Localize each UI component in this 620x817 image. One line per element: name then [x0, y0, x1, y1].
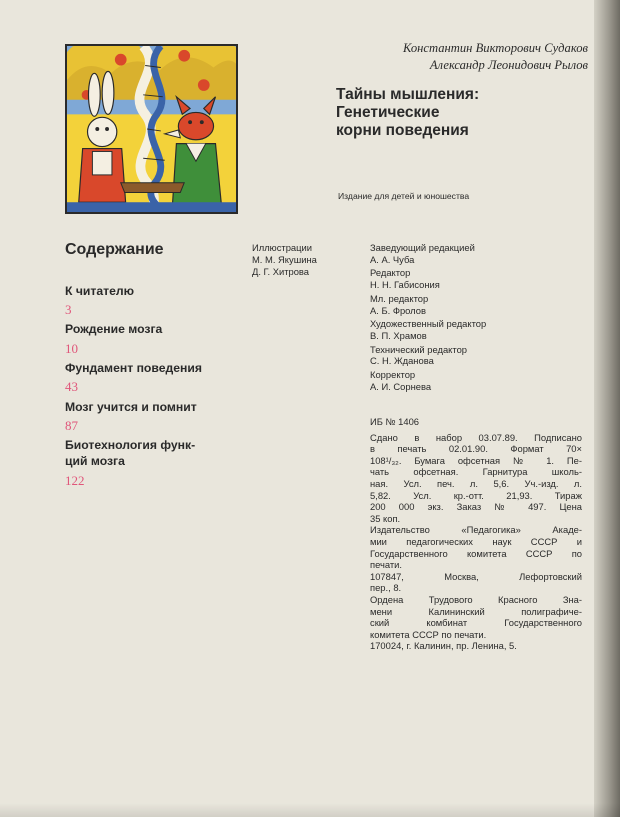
publisher-address-line: пер., 8. — [370, 582, 402, 594]
staff-role: Заведующий редакцией — [370, 242, 475, 253]
toc-entry-title[interactable]: Рождение мозга — [65, 322, 163, 336]
staff-name: А. Б. Фролов — [370, 304, 426, 316]
print-detail-line: 35 коп. — [370, 512, 401, 524]
illustrators-block — [252, 242, 352, 277]
staff-name: А. И. Сорнева — [370, 380, 432, 392]
authors-block — [318, 40, 588, 74]
illustrator-name: Д. Г. Хитрова — [252, 265, 309, 277]
print-detail-line: ная. Усл. печ. л. 5,6. Уч.-изд. л. — [370, 477, 582, 489]
page-edge-shadow — [594, 0, 620, 817]
staff-name: А. А. Чуба — [370, 253, 415, 265]
toc-entry-page: 3 — [65, 302, 72, 317]
imprint-block — [370, 416, 582, 652]
contents-heading: Содержание — [65, 241, 164, 258]
printer-line: мени Калининский полиграфиче- — [370, 605, 582, 617]
ib-number: ИБ № 1406 — [370, 416, 420, 427]
printer-line: ский комбинат Государственного — [370, 617, 582, 629]
printer-address-line: 170024, г. Калинин, пр. Ленина, 5. — [370, 640, 517, 652]
toc-entry-title[interactable]: Биотехнология функ- ций мозга — [65, 438, 196, 468]
print-detail-line: 5,82. Усл. кр.-отт. 21,93. Тираж — [370, 489, 582, 501]
cover-illustration — [65, 44, 238, 214]
staff-role: Корректор — [370, 368, 416, 380]
illustrators-label: Иллюстрации — [252, 242, 312, 253]
book-title-line: Тайны мышления: — [336, 86, 480, 103]
staff-name: С. Н. Жданова — [370, 355, 434, 367]
toc-entry-page: 122 — [65, 473, 85, 488]
book-title-line: корни поведения — [336, 122, 469, 139]
edition-note: Издание для детей и юношества — [338, 191, 470, 201]
author-name: Константин Викторович Судаков — [402, 41, 588, 55]
toc-entry-title[interactable]: Фундамент поведения — [65, 361, 202, 375]
toc-entry-page: 87 — [65, 418, 78, 433]
staff-role: Технический редактор — [370, 343, 468, 355]
staff-role: Мл. редактор — [370, 292, 429, 304]
book-title-line: Генетические — [336, 104, 440, 121]
toc-entry-page: 43 — [65, 379, 78, 394]
toc-entry-title[interactable]: Мозг учится и помнит — [65, 400, 197, 414]
author-name: Александр Леонидович Рылов — [429, 58, 588, 72]
book-title — [336, 86, 546, 140]
page-bottom-shadow — [0, 803, 620, 817]
staff-role: Редактор — [370, 267, 411, 279]
toc-entry-title[interactable]: К читателю — [65, 284, 135, 298]
staff-role: Художественный редактор — [370, 318, 487, 330]
publisher-line: Государственного комитета СССР по — [370, 547, 582, 559]
printer-line: комитета СССР по печати. — [370, 628, 487, 640]
publisher-address-line: 107847, Москва, Лефортовский — [370, 570, 582, 582]
hare-and-fox-dna-illustration — [67, 46, 236, 212]
print-detail-line: Сдано в набор 03.07.89. Подписано — [370, 431, 582, 443]
illustrator-name: М. М. Якушина — [252, 253, 317, 265]
toc-entry-page: 10 — [65, 341, 78, 356]
print-detail-line: в печать 02.01.90. Формат 70× — [370, 443, 582, 455]
publisher-line: печати. — [370, 559, 403, 571]
publisher-line: Издательство «Педагогика» Акаде- — [370, 524, 582, 536]
print-detail-line: 200 000 экз. Заказ № 497. Цена — [370, 501, 582, 513]
staff-name: Н. Н. Габисония — [370, 279, 440, 291]
printer-line: Ордена Трудового Красного Зна- — [370, 593, 582, 605]
staff-name: В. П. Храмов — [370, 329, 427, 341]
publisher-line: мии педагогических наук СССР и — [370, 535, 582, 547]
print-detail-line: чать офсетная. Гарнитура школь- — [370, 466, 582, 478]
editorial-staff — [370, 242, 585, 394]
print-detail-line: 108¹/₃₂. Бумага офсетная № 1. Пе- — [370, 454, 582, 466]
